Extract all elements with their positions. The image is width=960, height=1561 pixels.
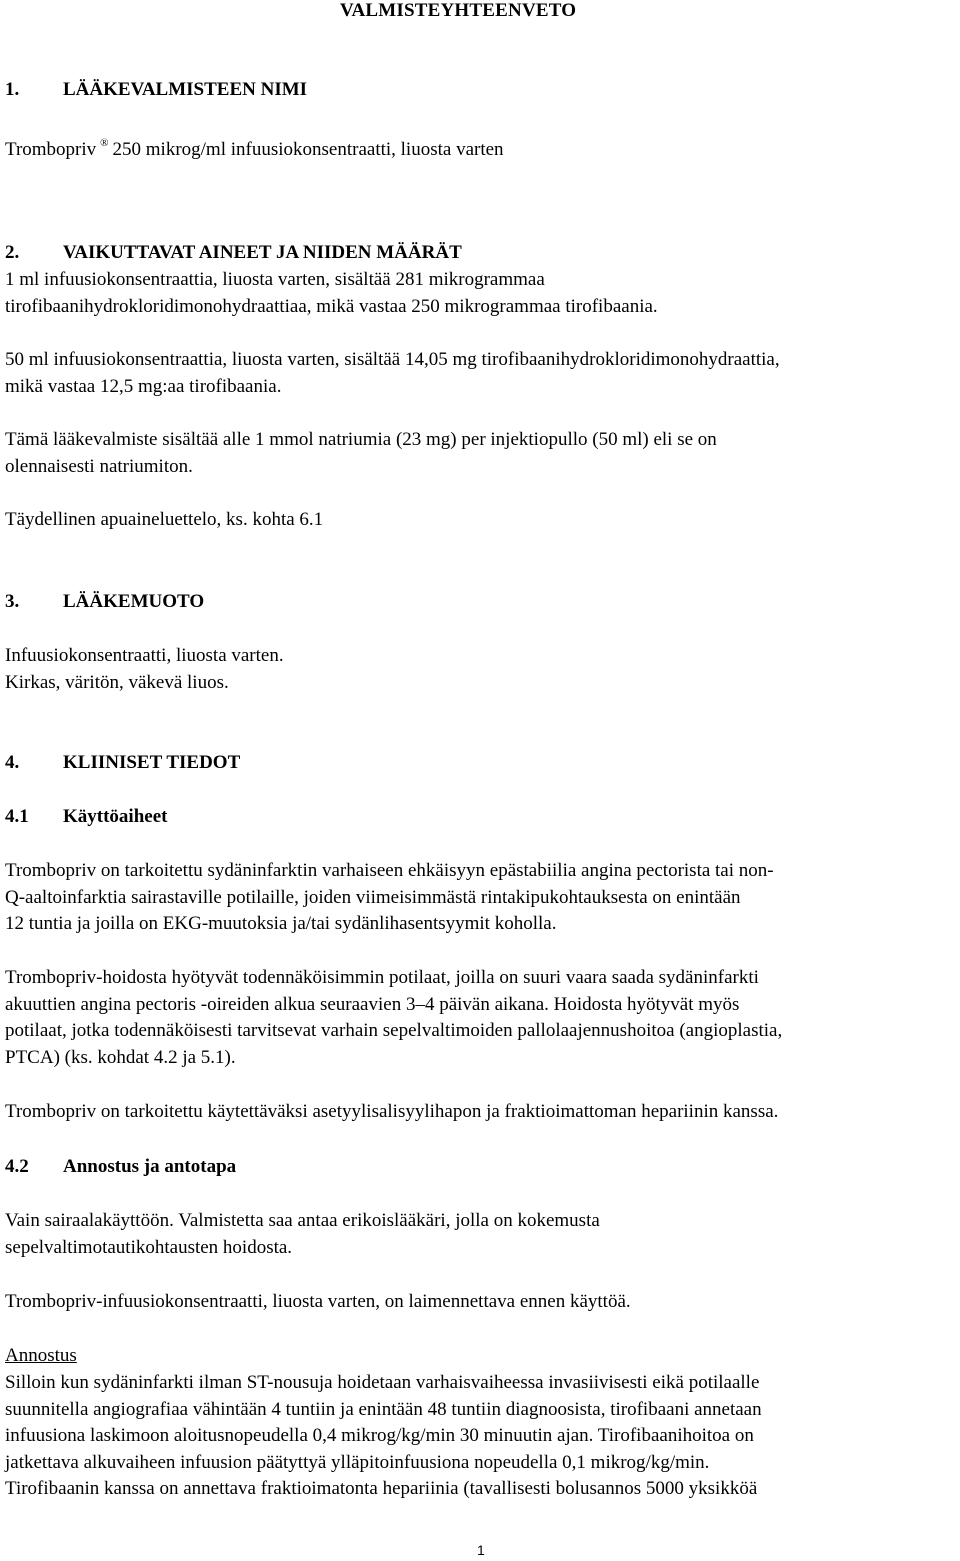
- text-line: Silloin kun sydäninfarkti ilman ST-nousuja hoidetaan varhaisvaiheessa invasiivisesti eikä potilaalle: [5, 1372, 760, 1393]
- indications-paragraph-2: [5, 965, 957, 1071]
- section-3-title: LÄÄKEMUOTO: [63, 591, 205, 612]
- text-line: akuuttien angina pectoris -oireiden alkua seuraavien 3–4 päivän aikana. Hoidosta hyötyvät myös: [5, 993, 740, 1015]
- product-name: [5, 130, 957, 164]
- page-number: 1: [477, 1542, 485, 1558]
- text-line: Infuusiokonsentraatti, liuosta varten.: [5, 645, 284, 666]
- text-line: jatkettava alkuvaiheen infuusion päätyttyä ylläpitoinfuusiona nopeudella 0,1 mikrog/kg/min.: [5, 1451, 710, 1473]
- indications-paragraph-3: Trombopriv on tarkoitettu käytettäväksi asetyylisalisyylihapon ja fraktioimattoman hepariinin kanssa.: [5, 1101, 779, 1122]
- section-4-1-title: Käyttöaiheet: [63, 806, 168, 827]
- section-4-1-number: 4.1: [5, 806, 29, 827]
- dosage-paragraph: [5, 1370, 957, 1503]
- text-line: 1 ml infuusiokonsentraattia, liuosta varten, sisältää 281 mikrogrammaa: [5, 269, 545, 290]
- text-line: infuusiona laskimoon aloitusnopeudella 0,4 mikrog/kg/min 30 minuutin ajan. Tirofibaanihoitoa on: [5, 1425, 754, 1446]
- text-line: mikä vastaa 12,5 mg:aa tirofibaania.: [5, 375, 282, 397]
- text-line: suunnitella angiografiaa vähintään 4 tuntiin ja enintään 48 tuntiin diagnoosista, tirofibaani annetaan: [5, 1398, 762, 1420]
- text-line: Vain sairaalakäyttöön. Valmistetta saa antaa erikoislääkäri, jolla on kokemusta: [5, 1210, 600, 1231]
- section-3-number: 3.: [5, 591, 20, 612]
- text-line: potilaat, jotka todennäköisesti tarvitsevat varhain sepelvaltimoiden pallolaajennushoitoa (angioplastia,: [5, 1020, 783, 1041]
- product-name-strength: 250 mikrog/ml infuusiokonsentraatti, liuosta varten: [112, 139, 504, 160]
- text-line: tirofibaanihydrokloridimonohydraattiaa, mikä vastaa 250 mikrogrammaa tirofibaania.: [5, 295, 658, 317]
- excipients-reference: Täydellinen apuaineluettelo, ks. kohta 6.1: [5, 509, 324, 530]
- section-4-2-number: 4.2: [5, 1156, 29, 1177]
- section-4-2-heading: [5, 1154, 236, 1181]
- section-3-heading: [5, 589, 204, 616]
- text-line: Kirkas, väritön, väkevä liuos.: [5, 671, 229, 693]
- section-1-number: 1.: [5, 79, 20, 100]
- dosage-subheading: Annostus: [5, 1345, 77, 1366]
- text-line: Trombopriv-hoidosta hyötyvät todennäköisimmin potilaat, joilla on suuri vaara saada sydäninfarkti: [5, 967, 759, 988]
- pharmaceutical-form: [5, 643, 957, 696]
- product-name-brand: Trombopriv: [5, 139, 97, 160]
- text-line: 12 tuntia ja joilla on EKG-muutoksia ja/tai sydänlihasentsyymit koholla.: [5, 913, 557, 934]
- registered-mark-icon: ®: [100, 137, 109, 149]
- administration-paragraph-1: [5, 1208, 957, 1261]
- administration-paragraph-2: Trombopriv-infuusiokonsentraatti, liuosta varten, on laimennettava ennen käyttöä.: [5, 1291, 631, 1312]
- text-line: Tämä lääkevalmiste sisältää alle 1 mmol natriumia (23 mg) per injektiopullo (50 ml) eli se on: [5, 429, 717, 450]
- composition-paragraph-1: [5, 267, 957, 320]
- section-2-heading: [5, 240, 462, 267]
- text-line: olennaisesti natriumiton.: [5, 455, 193, 477]
- text-line: Trombopriv on tarkoitettu sydäninfarktin varhaiseen ehkäisyyn epästabiilia angina pectorista tai non-: [5, 860, 774, 881]
- text-line: Q-aaltoinfarktia sairastaville potilaille, joiden viimeisimmästä rintakipukohtauksesta on enintään: [5, 886, 741, 908]
- text-line: PTCA) (ks. kohdat 4.2 ja 5.1).: [5, 1046, 236, 1068]
- section-1-heading: [5, 77, 307, 104]
- text-line: 50 ml infuusiokonsentraattia, liuosta varten, sisältää 14,05 mg tirofibaanihydrokloridimonohydraattia,: [5, 349, 780, 370]
- section-4-heading: [5, 750, 240, 777]
- composition-paragraph-3: [5, 427, 957, 480]
- text-line: Tirofibaanin kanssa on annettava fraktioimatonta hepariinia (tavallisesti bolusannos 5000 yksikköä: [5, 1478, 758, 1499]
- section-2-number: 2.: [5, 242, 20, 263]
- text-line: sepelvaltimotautikohtausten hoidosta.: [5, 1236, 293, 1258]
- section-4-title: KLIINISET TIEDOT: [63, 752, 241, 773]
- section-1-title: LÄÄKEVALMISTEEN NIMI: [63, 79, 308, 100]
- indications-paragraph-1: [5, 858, 957, 938]
- section-4-1-heading: [5, 804, 167, 831]
- composition-paragraph-2: [5, 347, 957, 400]
- document-title: VALMISTEYHTEENVETO: [340, 0, 577, 21]
- section-4-number: 4.: [5, 752, 20, 773]
- section-2-title: VAIKUTTAVAT AINEET JA NIIDEN MÄÄRÄT: [63, 242, 462, 263]
- section-4-2-title: Annostus ja antotapa: [63, 1156, 237, 1177]
